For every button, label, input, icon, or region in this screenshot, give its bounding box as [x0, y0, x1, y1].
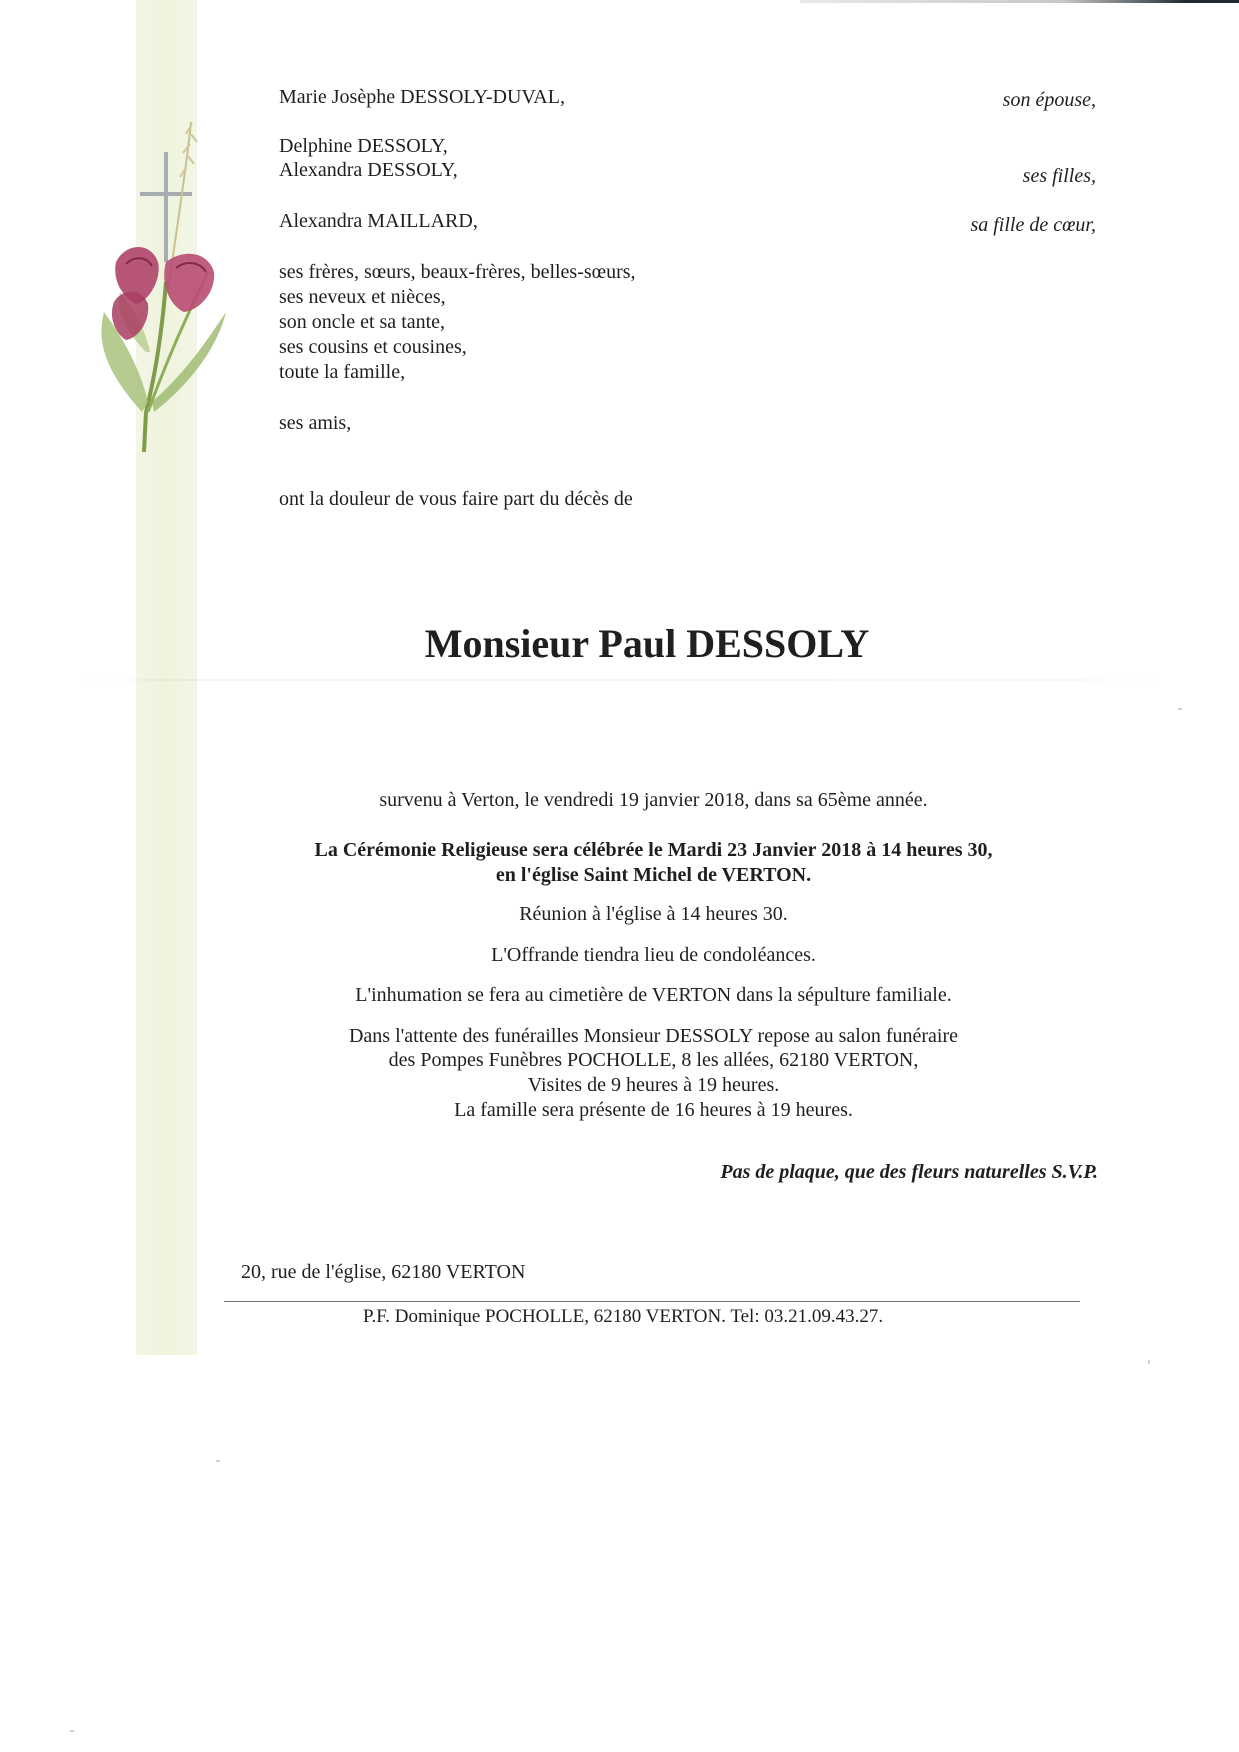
- ceremony-line-1: La Cérémonie Religieuse sera célébrée le Mardi 23 Janvier 2018 à 14 heures 30,: [314, 839, 993, 861]
- funeral-home-line: P.F. Dominique POCHOLLE, 62180 VERTON. Tel: 03.21.09.43.27.: [363, 1306, 884, 1327]
- daughter-name-2: Alexandra DESSOLY,: [279, 159, 458, 181]
- relatives-line: ses cousins et cousines,: [279, 336, 467, 358]
- heart-daughter-name: Alexandra MAILLARD,: [279, 210, 478, 232]
- scan-speck: [216, 1460, 220, 1462]
- announcement-intro: ont la douleur de vous faire part du décès de: [279, 488, 633, 510]
- visits-line: Visites de 9 heures à 19 heures.: [527, 1074, 780, 1096]
- wife-name: Marie Josèphe DESSOLY-DUVAL,: [279, 86, 565, 108]
- family-address: 20, rue de l'église, 62180 VERTON: [241, 1261, 526, 1283]
- footer-rule: [224, 1301, 1080, 1302]
- death-details: survenu à Verton, le vendredi 19 janvier 2018, dans sa 65ème année.: [379, 789, 928, 811]
- scan-speck: [1148, 1360, 1150, 1364]
- relatives-line: ses frères, sœurs, beaux-frères, belles-sœurs,: [279, 261, 636, 283]
- ceremony-line-2: en l'église Saint Michel de VERTON.: [495, 864, 812, 886]
- rest-line-1: Dans l'attente des funérailles Monsieur DESSOLY repose au salon funéraire: [348, 1025, 958, 1047]
- lily-flower-cross-icon: [96, 112, 256, 482]
- fold-line: [80, 679, 1160, 681]
- burial-line: L'inhumation se fera au cimetière de VERTON dans la sépulture familiale.: [355, 984, 952, 1006]
- heart-daughter-role: sa fille de cœur,: [970, 214, 1096, 236]
- meeting-line: Réunion à l'église à 14 heures 30.: [519, 903, 788, 925]
- family-presence-line: La famille sera présente de 16 heures à 19 heures.: [454, 1099, 853, 1121]
- deceased-name: Monsieur Paul DESSOLY: [424, 621, 870, 666]
- offering-line: L'Offrande tiendra lieu de condoléances.: [491, 944, 816, 966]
- relatives-line: son oncle et sa tante,: [279, 311, 446, 333]
- flowers-note: Pas de plaque, que des fleurs naturelles S.V.P.: [720, 1161, 1098, 1183]
- relatives-line: toute la famille,: [279, 361, 406, 383]
- daughters-role: ses filles,: [1022, 165, 1096, 187]
- rest-line-2: des Pompes Funèbres POCHOLLE, 8 les allées, 62180 VERTON,: [388, 1049, 919, 1071]
- wife-role: son épouse,: [1002, 89, 1096, 111]
- daughter-name-1: Delphine DESSOLY,: [279, 135, 448, 157]
- scan-speck: [70, 1730, 74, 1732]
- friends-line: ses amis,: [279, 412, 352, 434]
- relatives-line: ses neveux et nièces,: [279, 286, 446, 308]
- scan-edge: [800, 0, 1239, 3]
- scan-speck: [1178, 708, 1182, 710]
